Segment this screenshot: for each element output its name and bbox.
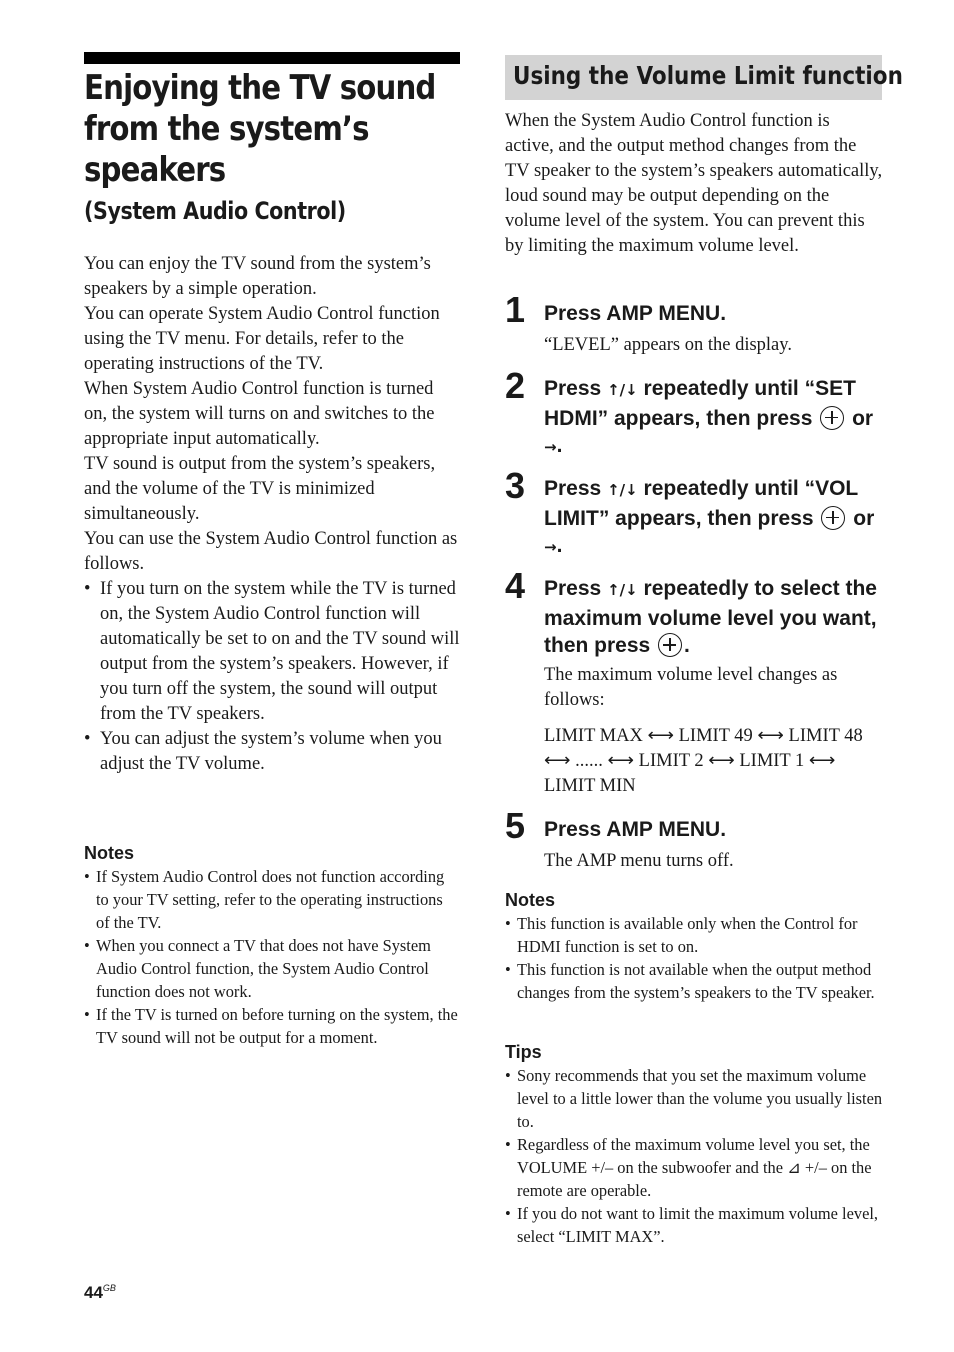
notes-list: [505, 912, 883, 1004]
notes-heading: Notes: [84, 843, 135, 863]
right-arrow-icon: →: [544, 438, 557, 456]
step-number: 4: [505, 565, 526, 606]
step-text: Press: [544, 477, 602, 500]
list-item: • If System Audio Control does not function according to your TV setting, refer to the operating instructions of the TV.: [84, 865, 460, 934]
list-item: • This function is not available when the output method changes from the system’s speakers to the TV speaker.: [505, 958, 883, 1004]
step-number: 5: [505, 805, 526, 846]
tips-section: [505, 1040, 883, 1248]
page-title: [84, 68, 436, 191]
paragraph: You can operate System Audio Control function using the TV menu. For details, refer to the operating instructions of the TV.: [84, 304, 440, 374]
page-number: [84, 1283, 116, 1303]
page-subtitle: (System Audio Control): [84, 197, 346, 225]
step-text: repeatedly until “VOL LIMIT” appears, then press: [544, 477, 858, 530]
title-line: speakers: [84, 150, 226, 190]
notes-heading: Notes: [505, 890, 556, 910]
step-text: repeatedly until “SET HDMI” appears, then press: [544, 377, 856, 430]
list-item: • When you connect a TV that does not have System Audio Control function, the System Audio Control function does not work.: [84, 934, 460, 1003]
list-item: • You can adjust the system’s volume when you adjust the TV volume.: [84, 727, 460, 777]
step-heading: Press AMP MENU.: [544, 818, 727, 841]
list-item: • If you do not want to limit the maximum volume level, select “LIMIT MAX”.: [505, 1202, 883, 1248]
section-heading-bar: [505, 55, 903, 100]
enter-button-icon: [658, 633, 682, 657]
step-number: 2: [505, 365, 526, 406]
up-down-arrow-icon: ↑/↓: [607, 581, 638, 599]
paragraph: You can enjoy the TV sound from the system’s speakers by a simple operation.: [84, 254, 431, 299]
notes-section: [505, 888, 883, 1004]
up-down-arrow-icon: ↑/↓: [607, 381, 638, 399]
enter-button-icon: [820, 406, 844, 430]
step-body: The maximum volume level changes as follows:: [544, 665, 838, 710]
notes-list: [84, 865, 460, 1049]
title-line: from the system’s: [84, 109, 369, 149]
region-code: GB: [102, 1283, 116, 1293]
step-text: repeatedly to select the maximum volume level you want, then press: [544, 577, 877, 657]
bullet-list: [84, 577, 460, 777]
list-item: • If the TV is turned on before turning on the system, the TV sound will not be output for a moment.: [84, 1003, 460, 1049]
limit-sequence: LIMIT MAX ⟷ LIMIT 49 ⟷ LIMIT 48 ⟷ ...... ⟷ LIMIT 2 ⟷ LIMIT 1 ⟷ LIMIT MIN: [544, 726, 863, 796]
right-arrow-icon: →: [544, 538, 557, 556]
paragraph: You can use the System Audio Control function as follows.: [84, 529, 458, 574]
step-text: .: [684, 634, 690, 657]
step-text: Press: [544, 377, 602, 400]
enter-button-icon: [821, 506, 845, 530]
step-body: “LEVEL” appears on the display.: [544, 335, 792, 355]
list-item: • Regardless of the maximum volume level you set, the VOLUME +/– on the subwoofer and the ⊿ +/– on the remote are operable.: [505, 1133, 883, 1202]
up-down-arrow-icon: ↑/↓: [607, 481, 638, 499]
step-heading: [544, 475, 889, 562]
step-text: or: [852, 406, 874, 430]
step-body: The AMP menu turns off.: [544, 851, 734, 871]
notes-section: [84, 841, 460, 1049]
intro-paragraph: When the System Audio Control function is active, and the output method changes from the TV speaker to the system’s speakers automatically, loud sound may be output depending on the volume level of the system. You can prevent this by limiting the maximum volume level.: [505, 111, 883, 256]
step-number: 1: [505, 289, 526, 330]
paragraph: TV sound is output from the system’s speakers, and the volume of the TV is minimized simultaneously.: [84, 454, 436, 524]
step-heading: [544, 575, 889, 660]
step-text: .: [556, 434, 563, 457]
title-line: Enjoying the TV sound: [84, 68, 436, 108]
section-title: Using the Volume Limit function: [513, 61, 903, 90]
list-item: • This function is available only when the Control for HDMI function is set to on.: [505, 912, 883, 958]
paragraph: When System Audio Control function is turned on, the system will turns on and switches to the appropriate input automatically.: [84, 379, 435, 449]
tips-heading: Tips: [505, 1042, 542, 1062]
step-text: or: [853, 506, 875, 530]
tips-list: [505, 1064, 883, 1248]
step-heading: [544, 375, 889, 462]
header-rule: [84, 52, 460, 64]
step-heading: Press AMP MENU.: [544, 302, 727, 325]
left-body: [84, 252, 460, 777]
list-item: • If you turn on the system while the TV is turned on, the System Audio Control function will automatically be set to on and the TV sound will output from the system’s speakers. However, if you turn off the system, the sound will output from the TV speakers.: [84, 577, 460, 727]
step-number: 3: [505, 465, 526, 506]
page-number-value: 44: [84, 1283, 103, 1302]
step-text: Press: [544, 577, 602, 600]
step-text: .: [556, 534, 563, 557]
list-item: • Sony recommends that you set the maximum volume level to a little lower than the volume you usually listen to.: [505, 1064, 883, 1133]
